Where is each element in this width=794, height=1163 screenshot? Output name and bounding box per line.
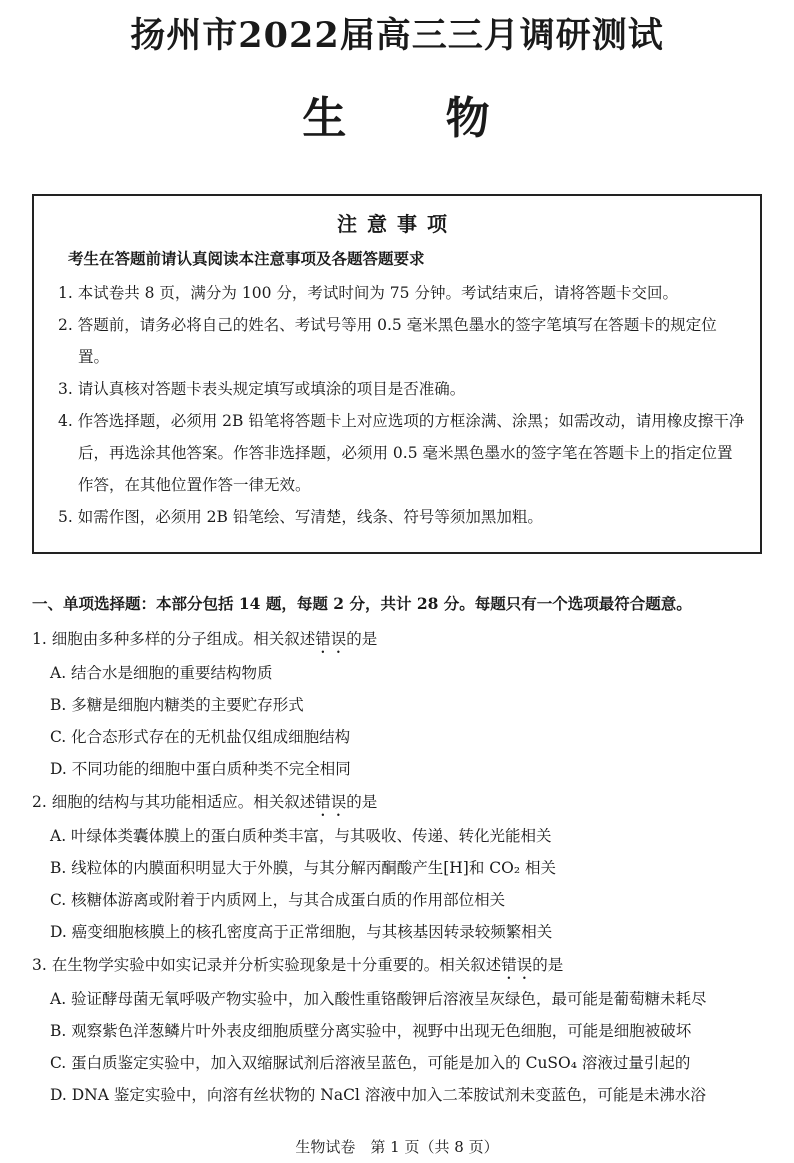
- question-2: [32, 785, 792, 948]
- question-3: [32, 948, 792, 1111]
- option: A. 验证酵母菌无氧呼吸产物实验中，加入酸性重铬酸钾后溶液呈灰绿色，最可能是葡萄糖未耗尽: [50, 990, 707, 1008]
- option: D. 癌变细胞核膜上的核孔密度高于正常细胞，与其核基因转录较频繁相关: [50, 923, 553, 941]
- exam-title: 扬州市2022届高三三月调研测试: [130, 15, 664, 56]
- notice-item: 5. 如需作图，必须用 2B 铅笔绘、写清楚，线条、符号等须加黑加粗。: [58, 508, 543, 526]
- emphasis-word: 错误: [315, 630, 347, 648]
- option: D. DNA 鉴定实验中，向溶有丝状物的 NaCl 溶液中加入二苯胺试剂未变蓝色，可能是未沸水浴: [50, 1086, 706, 1104]
- stem-text: 的是: [346, 630, 378, 648]
- option: C. 化合态形式存在的无机盐仅组成细胞结构: [50, 728, 351, 746]
- option: B. 线粒体的内膜面积明显大于外膜，与其分解丙酮酸产生[H]和 CO₂ 相关: [50, 859, 556, 877]
- stem-text: 3. 在生物学实验中如实记录并分析实验现象是十分重要的。相关叙述: [32, 956, 502, 974]
- option: B. 观察紫色洋葱鳞片叶外表皮细胞质壁分离实验中，视野中出现无色细胞，可能是细胞被破坏: [50, 1022, 692, 1040]
- section-heading: 一、单项选择题：本部分包括 14 题，每题 2 分，共计 28 分。每题只有一个选项最符合题意。: [32, 594, 692, 613]
- notice-item: 1. 本试卷共 8 页，满分为 100 分，考试时间为 75 分钟。考试结束后，请将答题卡交回。: [58, 284, 678, 302]
- stem-text: 的是: [532, 956, 564, 974]
- option: B. 多糖是细胞内糖类的主要贮存形式: [50, 696, 304, 714]
- question-list: [32, 622, 792, 1111]
- page-footer: 生物试卷 第 1 页（共 8 页）: [295, 1138, 499, 1156]
- notice-item: 4. 作答选择题，必须用 2B 铅笔将答题卡上对应选项的方框涂满、涂黑；如需改动，请用橡皮擦干净后，再选涂其他答案。作答非选择题，必须用 0.5 毫米黑色墨水的签字笔在答题卡上的指定位置作答，在其他位置作答一律无效。: [58, 412, 745, 494]
- notice-item: 3. 请认真核对答题卡表头规定填写或填涂的项目是否准确。: [58, 380, 466, 398]
- notice-box: [32, 194, 762, 554]
- notice-list: [34, 277, 760, 533]
- stem-text: 2. 细胞的结构与其功能相适应。相关叙述: [32, 793, 316, 811]
- stem-text: 的是: [346, 793, 378, 811]
- emphasis-word: 错误: [315, 793, 347, 811]
- stem-text: 1. 细胞由多种多样的分子组成。相关叙述: [32, 630, 316, 648]
- option: A. 叶绿体类囊体膜上的蛋白质种类丰富，与其吸收、传递、转化光能相关: [50, 827, 552, 845]
- emphasis-word: 错误: [501, 956, 533, 974]
- question-stem: [32, 948, 792, 983]
- option: D. 不同功能的细胞中蛋白质种类不完全相同: [50, 760, 351, 778]
- question-stem: [32, 785, 792, 820]
- notice-intro: 考生在答题前请认真阅读本注意事项及各题答题要求: [68, 249, 425, 268]
- question-stem: [32, 622, 792, 657]
- option: C. 蛋白质鉴定实验中，加入双缩脲试剂后溶液呈蓝色，可能是加入的 CuSO₄ 溶液过量引起的: [50, 1054, 691, 1072]
- option: C. 核糖体游离或附着于内质网上，与其合成蛋白质的作用部位相关: [50, 891, 506, 909]
- notice-item: 2. 答题前，请务必将自己的姓名、考试号等用 0.5 毫米黑色墨水的签字笔填写在答题卡的规定位置。: [58, 316, 717, 366]
- question-1: [32, 622, 792, 785]
- option: A. 结合水是细胞的重要结构物质: [50, 664, 273, 682]
- subject-title: 生 物: [302, 93, 492, 144]
- notice-title: 注意事项: [337, 212, 457, 236]
